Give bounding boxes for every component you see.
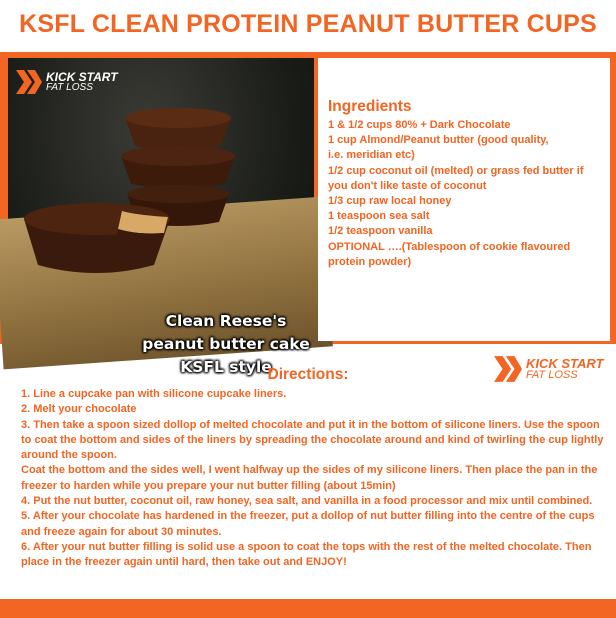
ingredient-item: i.e. meridian etc) [328,149,415,162]
directions-body [21,387,606,571]
direction-step: 2. Melt your chocolate [21,403,137,416]
directions-heading: Directions: [267,366,349,383]
ingredient-item: 1 & 1/2 cups 80% + Dark Chocolate [328,119,511,131]
ingredient-item: 1 cup Almond/Peanut butter (good quality, [328,134,549,147]
direction-step: 1. Line a cupcake pan with silicone cupcake liners. [21,388,287,400]
caption-line-3: KSFL style [180,358,272,376]
ingredients-heading: Ingredients [328,98,412,115]
direction-step: Coat the bottom and the sides well, I went halfway up the sides of my silicone liners. Then place the pan in the freezer to harden while you prepare your nut butter filling (about 15min) [21,464,598,492]
photo-logo-line2: FAT LOSS [46,82,93,93]
ingredient-item: you don't like taste of coconut [328,179,487,192]
ingredient-item: OPTIONAL ….(Tablespoon of cookie flavoured [328,240,571,253]
caption-line-2: peanut butter cake [142,335,310,353]
ingredient-item: protein powder) [328,255,412,268]
recipe-photo [8,58,314,376]
page-title: KSFL CLEAN PROTEIN PEANUT BUTTER CUPS [19,10,597,38]
photo-logo-line1: KICK START [46,70,118,84]
ingredient-item: 1 teaspoon sea salt [328,210,430,223]
directions-logo-line1: KICK START [526,356,604,371]
direction-step: 4. Put the nut butter, coconut oil, raw honey, sea salt, and vanilla in a food processor and mix until combined. [21,495,593,508]
bitten-peanut-butter-cup [18,193,178,283]
ingredients-list [318,118,610,270]
ingredient-item: 1/2 teaspoon vanilla [328,225,433,238]
ingredient-item: 1/3 cup raw local honey [328,195,452,208]
photo-logo [16,70,118,94]
kick-start-logo-icon [16,70,42,94]
photo-logo-text [46,71,118,93]
directions-logo-line2: FAT LOSS [526,369,578,381]
ingredient-item: 1/2 cup coconut oil (melted) or grass fed butter if [328,164,584,177]
direction-step: 5. After your chocolate has hardened in the freezer, put a dollop of nut butter filling into the centre of the cups and freeze again for about 30 minutes. [21,510,595,538]
direction-step: 3. Then take a spoon sized dollop of melted chocolate and put it in the bottom of silicone liners. Use the spoon to coat the bottom and sides of the liners by spreading the chocolate around and kind of twirling the cup lightly around the spoon. [21,418,604,462]
caption-line-1: Clean Reese's [165,312,287,330]
direction-step: 6. After your nut butter filling is solid use a spoon to coat the tops with the rest of the melted chocolate. Then place in the freezer again until hard, then take out and ENJOY! [21,540,592,569]
ingredients-panel [318,98,610,270]
bottom-orange-band [0,599,616,618]
